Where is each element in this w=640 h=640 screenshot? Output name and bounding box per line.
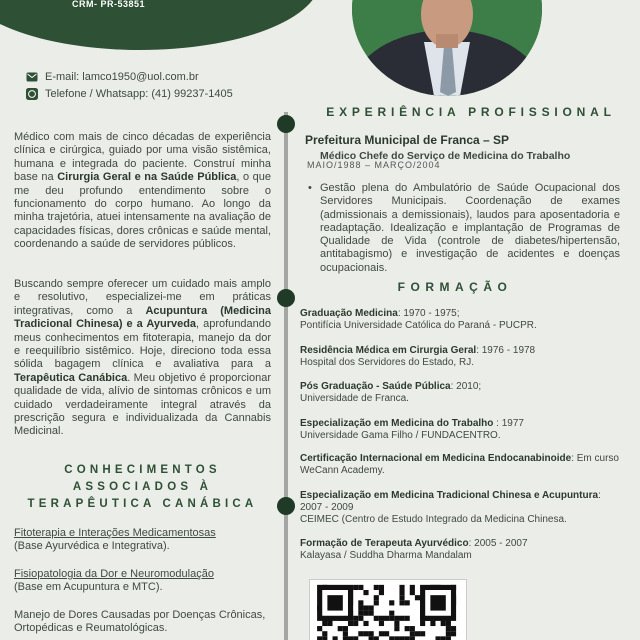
qr-code[interactable] <box>309 579 467 640</box>
education-institution: WeCann Academy. <box>300 465 385 476</box>
education-institution: CEIMEC (Centro de Estudo Integrado da Medicina Chinesa. <box>300 514 567 525</box>
education-title: Formação de Terapeuta Ayurvédico <box>300 538 469 549</box>
portrait-illustration <box>352 0 542 96</box>
whatsapp-icon <box>26 88 38 100</box>
phone-text: Telefone / Whatsapp: (41) 99237-1405 <box>45 88 233 100</box>
education-dates: : 2010; <box>450 381 482 392</box>
education-title: Pós Graduação - Saúde Pública <box>300 381 451 392</box>
contact-email[interactable] <box>26 71 199 83</box>
education-dates: : Em curso <box>571 453 619 464</box>
contact-phone[interactable] <box>26 88 233 100</box>
timeline-line <box>284 112 288 640</box>
experience-heading: EXPERIÊNCIA PROFISSIONAL <box>326 105 616 119</box>
education-title: Certificação Internacional em Medicina Endocanabinoide <box>300 453 572 464</box>
education-dates: : 1976 - 1978 <box>476 345 536 356</box>
education-title: Especialização em Medicina do Trabalho <box>300 418 494 429</box>
education-title: Residência Médica em Cirurgia Geral <box>300 345 477 356</box>
knowledge-item <box>14 568 276 594</box>
knowledge-item <box>14 609 276 635</box>
knowledge-detail: Manejo de Dores Causadas por Doenças Crônicas, Ortopédicas e Reumatológicas. <box>14 609 266 634</box>
crm-number: CRM- PR-53851 <box>72 0 146 9</box>
education-item <box>300 490 625 526</box>
email-icon <box>26 71 38 83</box>
timeline-dot <box>277 289 295 307</box>
header-band <box>0 0 320 50</box>
knowledge-item <box>14 527 276 553</box>
education-dates: : 1970 - 1975; <box>397 308 460 319</box>
education-institution: Pontifícia Universidade Católica do Paraná - PUCPR. <box>300 320 537 331</box>
education-heading: FORMAÇÃO <box>397 280 513 294</box>
education-item <box>300 418 625 442</box>
education-title: Graduação Medicina <box>300 308 398 319</box>
knowledge-detail: (Base Ayurvédica e Integrativa). <box>14 540 170 552</box>
qr-code-image <box>310 580 466 640</box>
knowledge-detail: (Base em Acupuntura e MTC). <box>14 581 163 593</box>
knowledge-heading: CONHECIMENTOS ASSOCIADOS À TERAPÊUTICA CANÁBICA <box>27 464 258 510</box>
knowledge-title: Fitoterapia e Interações Medicamentosas <box>14 527 216 539</box>
education-item <box>300 538 625 562</box>
education-item <box>300 345 625 369</box>
education-dates: : 2007 - 2009 <box>300 490 601 513</box>
profile-photo <box>352 0 542 96</box>
timeline-dot <box>277 115 295 133</box>
experience-bullet: • Gestão plena do Ambulatório de Saúde Ocupacional dos Servidores Municipais. Coordenação de exames (admissionais a demissionais), laudos para aposentadoria e readaptação. Idealização e implantação de Programas de Qualidade de Vida (controle de diabetes/hipertensão, antitabagismo) e investigação de acidentes e doenças ocupacionais. <box>308 182 620 274</box>
education-item <box>300 381 625 405</box>
education-institution: Universidade de Franca. <box>300 393 409 404</box>
timeline-dot <box>277 497 295 515</box>
profile-paragraph-1: Médico com mais de cinco décadas de experiência clínica e cirúrgica, guiado por uma visão sistêmica, humana e integrada do paciente. Construí minha base na Cirurgia Geral e na Saúde Pública, o que me deu profundo entendimento sobre o funcionamento do corpo humano. Ao longo da minha trajetória, atuei intensamente na avaliação de capacidades físicas, dores crônicas e saúde mental, coordenando a saúde de servidores públicos. <box>14 131 272 251</box>
education-institution: Kalayasa / Suddha Dharma Mandalam <box>300 550 472 561</box>
education-item <box>300 308 625 332</box>
profile-paragraph-2: Buscando sempre oferecer um cuidado mais amplo e resolutivo, especializei-me em práticas integrativas, como a Acupuntura (Medicina Tradicional Chinesa) e a Ayurveda, aprofundando meus conhecimentos em fitoterapia, manejo da dor e reequilíbrio sistêmico. Hoje, direciono toda essa sólida bagagem clínica e avaliativa para a Terapêutica Canábica. Meu objetivo é proporcionar qualidade de vida, alívio de sintomas crônicos e um cuidado verdadeiramente integral através da prescrição segura e individualizada da Cannabis Medicinal. <box>14 278 272 438</box>
education-title: Especialização em Medicina Tradicional Chinesa e Acupuntura <box>300 490 599 501</box>
knowledge-title: Fisiopatologia da Dor e Neuromodulação <box>14 568 214 580</box>
bullet-icon: • <box>308 182 312 194</box>
education-dates: : 2005 - 2007 <box>468 538 528 549</box>
experience-date: MAIO/1988 – MARÇO/2004 <box>307 160 441 170</box>
experience-role: Médico Chefe do Serviço de Medicina do Trabalho <box>320 150 571 162</box>
education-item <box>300 453 625 477</box>
experience-organization: Prefeitura Municipal de Franca – SP <box>305 133 510 147</box>
education-institution: Universidade Gama Filho / FUNDACENTRO. <box>300 430 501 441</box>
email-text: E-mail: lamco1950@uol.com.br <box>45 71 199 83</box>
education-institution: Hospital dos Servidores do Estado, RJ. <box>300 357 474 368</box>
education-dates: : 1977 <box>493 418 524 429</box>
